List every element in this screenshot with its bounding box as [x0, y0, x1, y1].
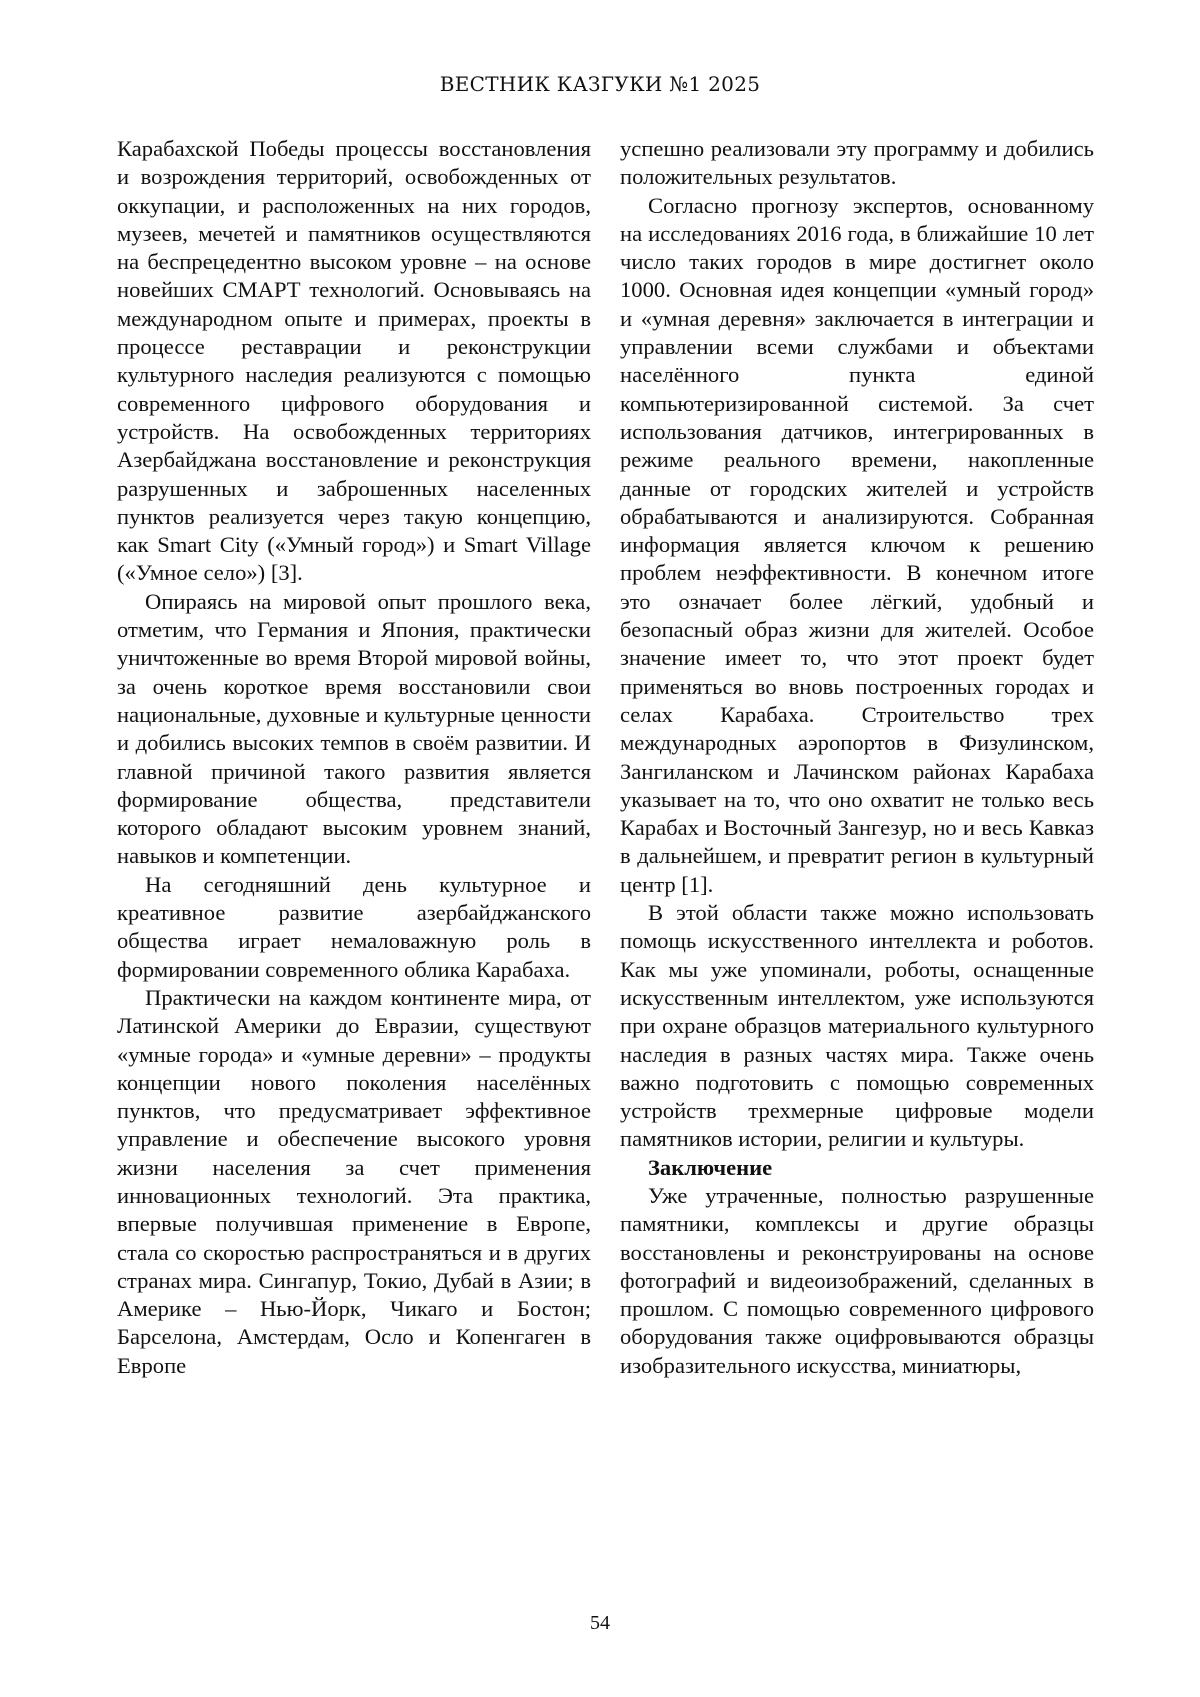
paragraph: Уже утраченные, полностью разрушенные памятники, комплексы и другие образцы восстановлены и реконструированы на основе фотографий и видеоизображений, сделанных в прошлом. С помощью современного цифрового оборудования также оцифровываются образцы изобразительного искусства, миниатюры,	[620, 1182, 1094, 1378]
page-number: 54	[590, 1612, 610, 1634]
left-column	[117, 135, 591, 1380]
right-column	[620, 135, 1094, 1380]
paragraph-continued: Карабахской Победы процессы восстановления и возрождения территорий, освобожденных от оккупации, и расположенных на них городов, музеев, мечетей и памятников осуществляются на беспрецедентно высоком уровне – на основе новейших СМАРТ технологий. Основываясь на международном опыте и примерах, проекты в процессе реставрации и реконструкции культурного наследия реализуются с помощью современного цифрового оборудования и устройств. На освобожденных территориях Азербайджана восстановление и реконструкция разрушенных и заброшенных населенных пунктов реализуется через такую концепцию, как Smart City («Умный город») и Smart Village («Умное село») [3].	[117, 136, 591, 586]
paragraph: На сегодняшний день культурное и креативное развитие азербайджанского общества играет немаловажную роль в формировании современного облика Карабаха.	[117, 871, 591, 982]
paragraph-continued: успешно реализовали эту программу и добились положительных результатов.	[620, 136, 1094, 190]
section-heading-conclusion: Заключение	[648, 1154, 773, 1180]
paragraph: Опираясь на мировой опыт прошлого века, отметим, что Германия и Япония, практически уничтоженные во время Второй мировой войны, за очень короткое время восстановили свои национальные, духовные и культурные ценности и добились высоких темпов в своём развитии. И главной причиной такого развития является формирование общества, представители которого обладают высоким уровнем знаний, навыков и компетенции.	[117, 588, 591, 869]
running-title: ВЕСТНИК КАЗГУКИ №1 2025	[439, 72, 761, 96]
paragraph: Практически на каждом континенте мира, от Латинской Америки до Евразии, существуют «умные города» и «умные деревни» – продукты концепции нового поколения населённых пунктов, что предусматривает эффективное управление и обеспечение высокого уровня жизни населения за счет применения инновационных технологий. Эта практика, впервые получившая применение в Европе, стала со скоростью распространяться и в других странах мира. Сингапур, Токио, Дубай в Азии; в Америке – Нью-Йорк, Чикаго и Бостон; Барселона, Амстердам, Осло и Копенгаген в Европе	[117, 984, 591, 1378]
paragraph: Согласно прогнозу экспертов, основанному на исследованиях 2016 года, в ближайшие 10 лет число таких городов в мире достигнет около 1000. Основная идея концепции «умный город» и «умная деревня» заключается в интеграции и управлении всеми службами и объектами населённого пункта единой компьютеризированной системой. За счет использования датчиков, интегрированных в режиме реального времени, накопленные данные от городских жителей и устройств обрабатываются и анализируются. Собранная информация является ключом к решению проблем неэффективности. В конечном итоге это означает более лёгкий, удобный и безопасный образ жизни для жителей. Особое значение имеет то, что этот проект будет применяться во вновь построенных городах и селах Карабаха. Строительство трех международных аэропортов в Физулинском, Зангиланском и Лачинском районах Карабаха указывает на то, что оно охватит не только весь Карабах и Восточный Зангезур, но и весь Кавказ в дальнейшем, и превратит регион в культурный центр [1].	[620, 192, 1094, 897]
paragraph: В этой области также можно использовать помощь искусственного интеллекта и роботов. Как мы уже упоминали, роботы, оснащенные искусственным интеллектом, уже используются при охране образцов материального культурного наследия в разных частях мира. Также очень важно подготовить с помощью современных устройств трехмерные цифровые модели памятников истории, религии и культуры.	[620, 900, 1094, 1152]
